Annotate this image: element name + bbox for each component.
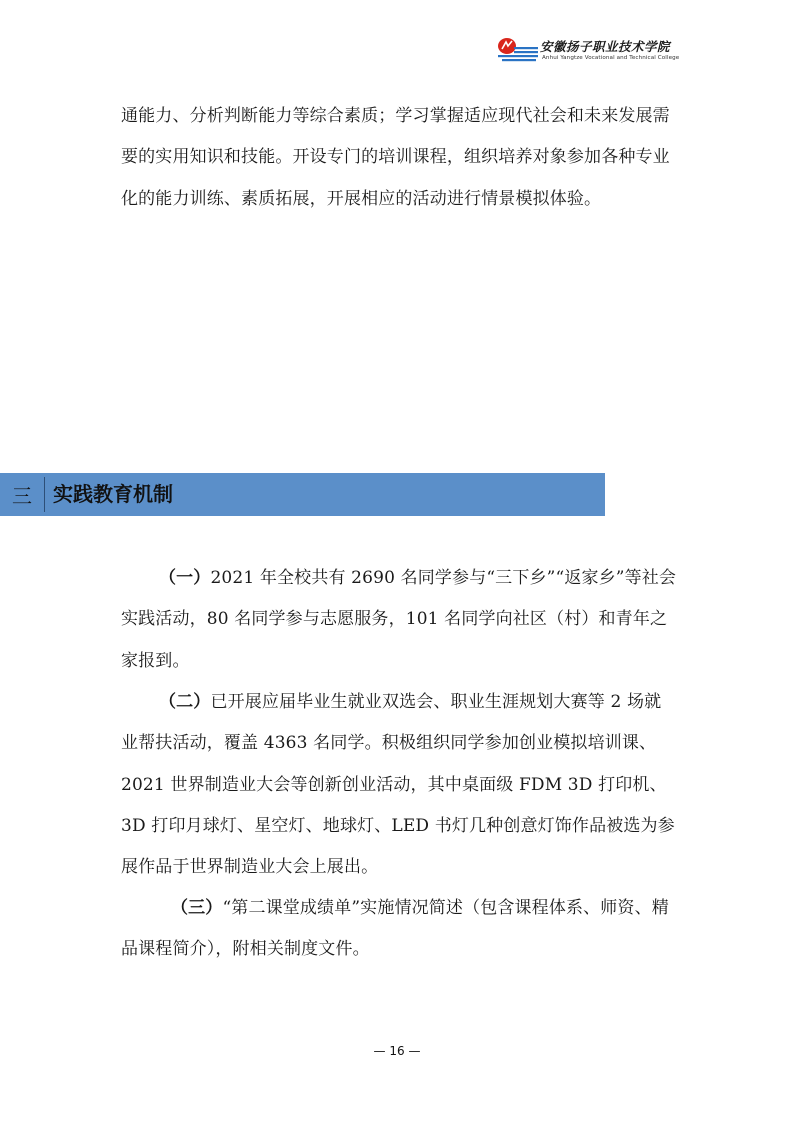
item-label-1: （一） bbox=[159, 568, 211, 588]
intro-paragraph: 通能力、分析判断能力等综合素质；学习掌握适应现代社会和未来发展需要的实用知识和技能。开设专门的培训课程，组织培养对象参加各种专业化的能力训练、素质拓展，开展相应的活动进行情景模拟体验。 bbox=[121, 106, 670, 209]
item-label-2: （二） bbox=[159, 692, 211, 712]
item-paragraph-2 bbox=[121, 682, 677, 888]
item-text-3: “第二课堂成绩单”实施情况简述（包含课程体系、师资、精品课程简介），附相关制度文件。 bbox=[121, 898, 669, 960]
college-emblem-icon bbox=[496, 36, 540, 64]
item-paragraph-3 bbox=[121, 888, 677, 971]
section-title: 实践教育机制 bbox=[53, 482, 173, 506]
logo-english-name: Anhui Yangtze Vocational and Technical College bbox=[542, 55, 680, 61]
section-heading-bar bbox=[0, 473, 605, 516]
item-label-3: （三） bbox=[171, 898, 223, 918]
section-divider bbox=[44, 477, 45, 512]
page-number: — 16 — bbox=[373, 1044, 421, 1058]
item-paragraph-1 bbox=[121, 558, 677, 682]
section-number: 三 bbox=[12, 484, 32, 508]
item-text-2: 已开展应届毕业生就业双选会、职业生涯规划大赛等 2 场就业帮扶活动，覆盖 4363 名同学。积极组织同学参加创业模拟培训课、2021 世界制造业大会等创新创业活动，其中桌面级 FDM 3D 打印机、3D 打印月球灯、星空灯、地球灯、LED 书灯几种创意灯饰作品被选为参展作品于世界制造业大会上展出。 bbox=[121, 692, 675, 878]
logo-chinese-name: 安徽扬子职业技术学院 bbox=[540, 39, 671, 54]
item-text-1: 2021 年全校共有 2690 名同学参与“三下乡”“返家乡”等社会实践活动，80 名同学参与志愿服务，101 名同学向社区（村）和青年之家报到。 bbox=[121, 568, 677, 671]
college-logo bbox=[496, 34, 680, 68]
